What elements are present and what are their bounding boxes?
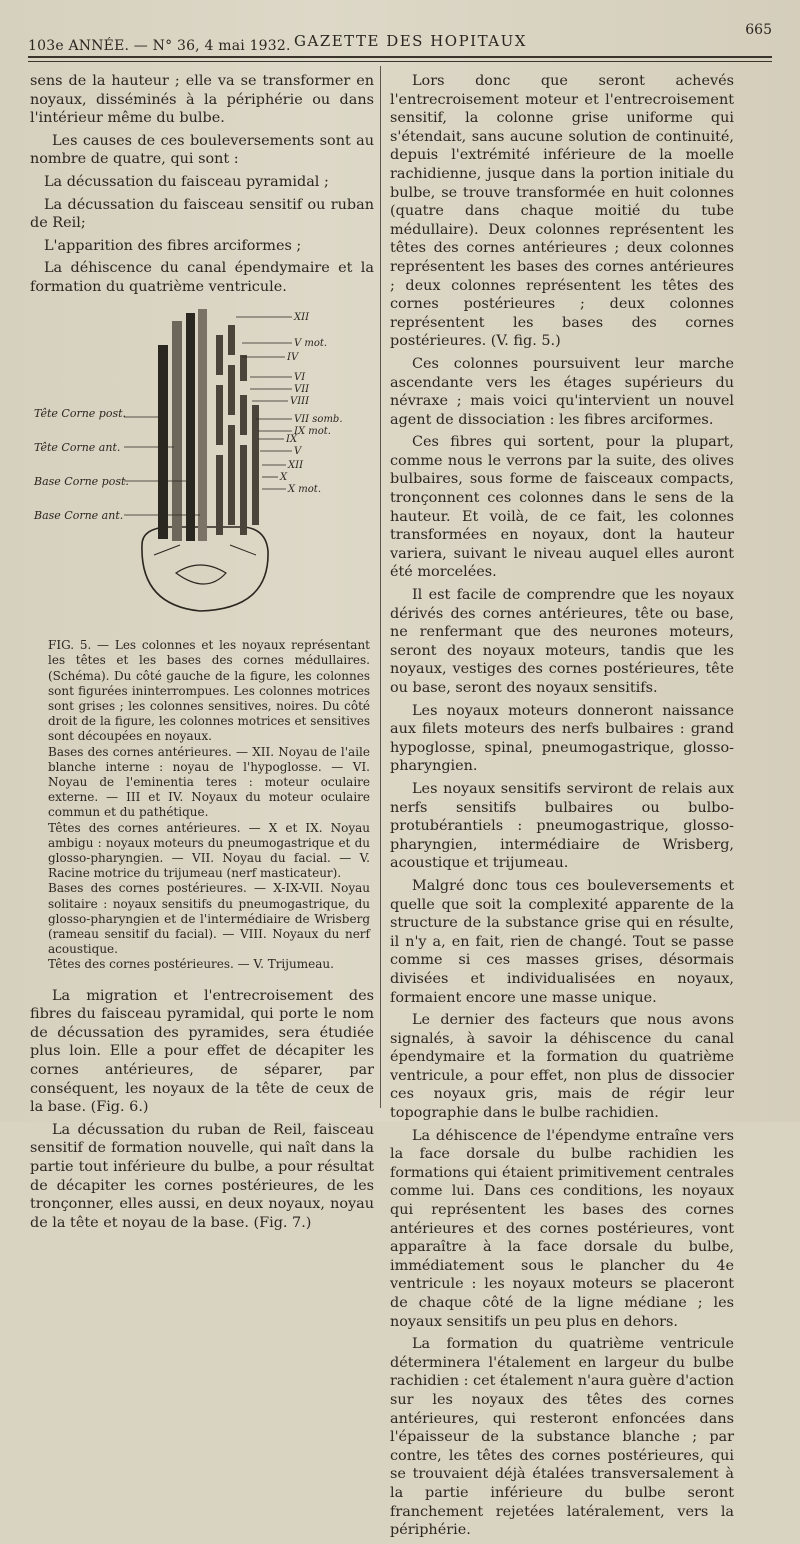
fig-label: IX xyxy=(286,433,298,445)
caption-paragraph: FIG. 5. — Les colonnes et les noyaux représentant les têtes et les bases des cornes médullaires. (Schéma). Du côté gauche de la figure, les colonnes sont figurées ininterrompues. Les colonnes motrices sont grises ; les colonnes sensitives, noires. Du côté droit de la figure, les colonnes motrices et sensitives sont découpées en noyaux. xyxy=(48,638,370,744)
fig-label: X mot. xyxy=(288,483,321,495)
list-item: La décussation du faisceau pyramidal ; xyxy=(44,173,329,190)
body-paragraph: Les noyaux moteurs donneront naissance aux filets moteurs des nerfs bulbaires : grand hypoglosse, spinal, pneumogastrique, glosso-pharyngien. xyxy=(390,702,734,775)
fig-label: IV xyxy=(287,351,299,363)
fig-label: VI xyxy=(294,371,306,383)
body-paragraph: Il est facile de comprendre que les noyaux dérivés des cornes antérieures, tête ou base, ne renfermant que des neurones moteurs, seront des noyaux moteurs, tandis que les noyaux, vestiges des cornes postérieures, tête ou base, seront des noyaux sensitifs. xyxy=(390,587,734,696)
figure-5-diagram xyxy=(30,305,374,623)
column-divider xyxy=(380,66,381,1108)
caption-paragraph: Bases des cornes postérieures. — X-IX-VII. Noyau solitaire : noyaux sensitifs du pneumogastrique, du glosso-pharyngien et de l'intermédiaire de Wrisberg (rameau sensitif du facial). — VIII. Noyaux du nerf acoustique. xyxy=(48,881,370,957)
fig-label: X xyxy=(280,471,288,483)
fig-label: VII xyxy=(294,383,310,395)
fig-label: XII xyxy=(294,311,310,323)
left-column xyxy=(30,72,374,1236)
list-item: L'apparition des fibres arciformes ; xyxy=(44,237,302,254)
fig-label: Base Corne post. xyxy=(34,474,129,488)
page-number: 665 xyxy=(745,22,772,38)
issue-info: 103e ANNÉE. — N° 36, 4 mai 1932. xyxy=(28,38,291,54)
fig-label: XII xyxy=(288,459,304,471)
list-item: La décussation du faisceau sensitif ou ruban de Reil; xyxy=(30,196,374,232)
body-paragraph: La déhiscence de l'épendyme entraîne vers la face dorsale du bulbe rachidien les formations qui étaient primitivement centrales comme lui. Dans ces conditions, les noyaux qui représentent les bases des cornes antérieures et des cornes postérieures, vont apparaître à la face dorsale du bulbe, immédiatement sous le plancher du 4e ventricule : les noyaux moteurs se placeront de chaque côté de la ligne médiane ; les noyaux sensitifs un peu plus en dehors. xyxy=(390,1127,734,1330)
body-paragraph: Ces fibres qui sortent, pour la plupart, comme nous le verrons par la suite, des olives bulbaires, sous forme de faisceaux compacts, tronçonnent ces colonnes dans le sens de la hauteur. Et voilà, de ce fait, les colonnes transformées en noyaux, dont la hauteur variera, suivant le niveau auquel elles auront été morcelées. xyxy=(390,434,734,581)
intro-paragraph: sens de la hauteur ; elle va se transformer en noyaux, disséminés à la périphérie ou dans l'intérieur même du bulbe. xyxy=(30,73,374,127)
body-paragraph: Le dernier des facteurs que nous avons signalés, à savoir la déhiscence du canal épendymaire et la formation du quatrième ventricule, a pour effet, non plus de dissocier ces noyaux gris, mais de régir leur topographie dans le bulbe rachidien. xyxy=(390,1012,734,1122)
body-paragraph: Malgré donc tous ces bouleversements et quelle que soit la complexité apparente de la structure de la substance grise qui en résulte, il n'y a, en fait, rien de changé. Tout se passe comme si ces masses grises, désormais divisées et individualisées en noyaux, formaient encore une masse unique. xyxy=(390,877,734,1006)
fig-label: Base Corne ant. xyxy=(34,508,124,522)
header-rule-thick xyxy=(28,56,772,58)
causes-list xyxy=(30,173,374,297)
caption-paragraph: Bases des cornes antérieures. — XII. Noyau de l'aile blanche interne : noyau de l'hypoglosse. — VI. Noyau de l'eminentia teres : moteur oculaire externe. — III et IV. Noyaux du moteur oculaire commun et du pathétique. xyxy=(48,744,370,820)
caption-paragraph: Têtes des cornes postérieures. — V. Trijumeau. xyxy=(48,957,334,972)
list-item: La déhiscence du canal épendymaire et la formation du quatrième ventricule. xyxy=(30,260,374,295)
caption-paragraph: Têtes des cornes antérieures. — X et IX. Noyau ambigu : noyaux moteurs du pneumogastrique et du glosso-pharyngien. — VII. Noyau du facial. — V. Racine motrice du trijumeau (nerf masticateur). xyxy=(48,820,370,881)
header-rule-thin xyxy=(28,61,772,62)
fig-label: V xyxy=(294,445,302,457)
reil-paragraph: La décussation du ruban de Reil, faisceau sensitif de formation nouvelle, qui naît dans la partie tout inférieure du bulbe, a pour résultat de décapiter les cornes postérieures, de les tronçonner, elles aussi, en deux noyaux, noyau de la tête et noyau de la base. (Fig. 7.) xyxy=(30,1121,374,1231)
causes-paragraph: Les causes de ces bouleversements sont au nombre de quatre, qui sont : xyxy=(30,132,374,168)
fig-label: Tête Corne ant. xyxy=(34,440,121,454)
fig-label: V mot. xyxy=(294,337,328,349)
fig-label: Tête Corne post. xyxy=(34,406,127,420)
body-paragraph: Lors donc que seront achevés l'entrecroisement moteur et l'entrecroisement sensitif, la colonne grise uniforme qui s'étendait, sans aucune solution de continuité, depuis l'extrémité inférieure de la moelle rachidienne, jusque dans la portion initiale du bulbe, se trouve transformée en huit colonnes (quatre dans chaque moitié du tube médullaire). Deux colonnes représentent les têtes des cornes antérieures ; deux colonnes représentent les bases des cornes antérieures ; deux colonnes représentent les têtes des cornes postérieures ; deux colonnes représentent les bases des cornes postérieures. (V. fig. 5.) xyxy=(390,73,734,350)
fig-label: VIII xyxy=(290,395,310,407)
migration-paragraph: La migration et l'entrecroisement des fibres du faisceau pyramidal, qui porte le nom de décussation des pyramides, sera étudiée plus loin. Elle a pour effet de décapiter les cornes antérieures, de séparer, par conséquent, les noyaux de la tête de ceux de la base. (Fig. 6.) xyxy=(30,987,374,1116)
right-column xyxy=(390,72,734,1544)
journal-title: GAZETTE DES HOPITAUX xyxy=(294,32,527,50)
figure-caption xyxy=(30,638,374,972)
body-paragraph: Les noyaux sensitifs serviront de relais aux nerfs sensitifs bulbaires ou bulbo-protubérantiels : pneumogastrique, glosso-pharyngien, intermédiaire de Wrisberg, acoustique et trijumeau. xyxy=(390,780,734,872)
fig-label: VII somb. xyxy=(294,413,343,425)
body-paragraph: La formation du quatrième ventricule déterminera l'étalement en largeur du bulbe rachidien : cet étalement n'aura guère d'action sur les noyaux des têtes des cornes antérieures, qui resteront enfoncées dans l'épaisseur de la substance blanche ; par contre, les têtes des cornes postérieures, qui se trouvaient déjà étalées transversalement à la partie inférieure du bulbe seront franchement rejetées latéralement, vers la périphérie. xyxy=(390,1336,734,1539)
fig-label: IX mot. xyxy=(294,425,331,437)
body-paragraph: Ces colonnes poursuivent leur marche ascendante vers les étages supérieurs du névraxe ; mais voici qu'intervient un nouvel agent de dissociation : les fibres arciformes. xyxy=(390,355,734,428)
